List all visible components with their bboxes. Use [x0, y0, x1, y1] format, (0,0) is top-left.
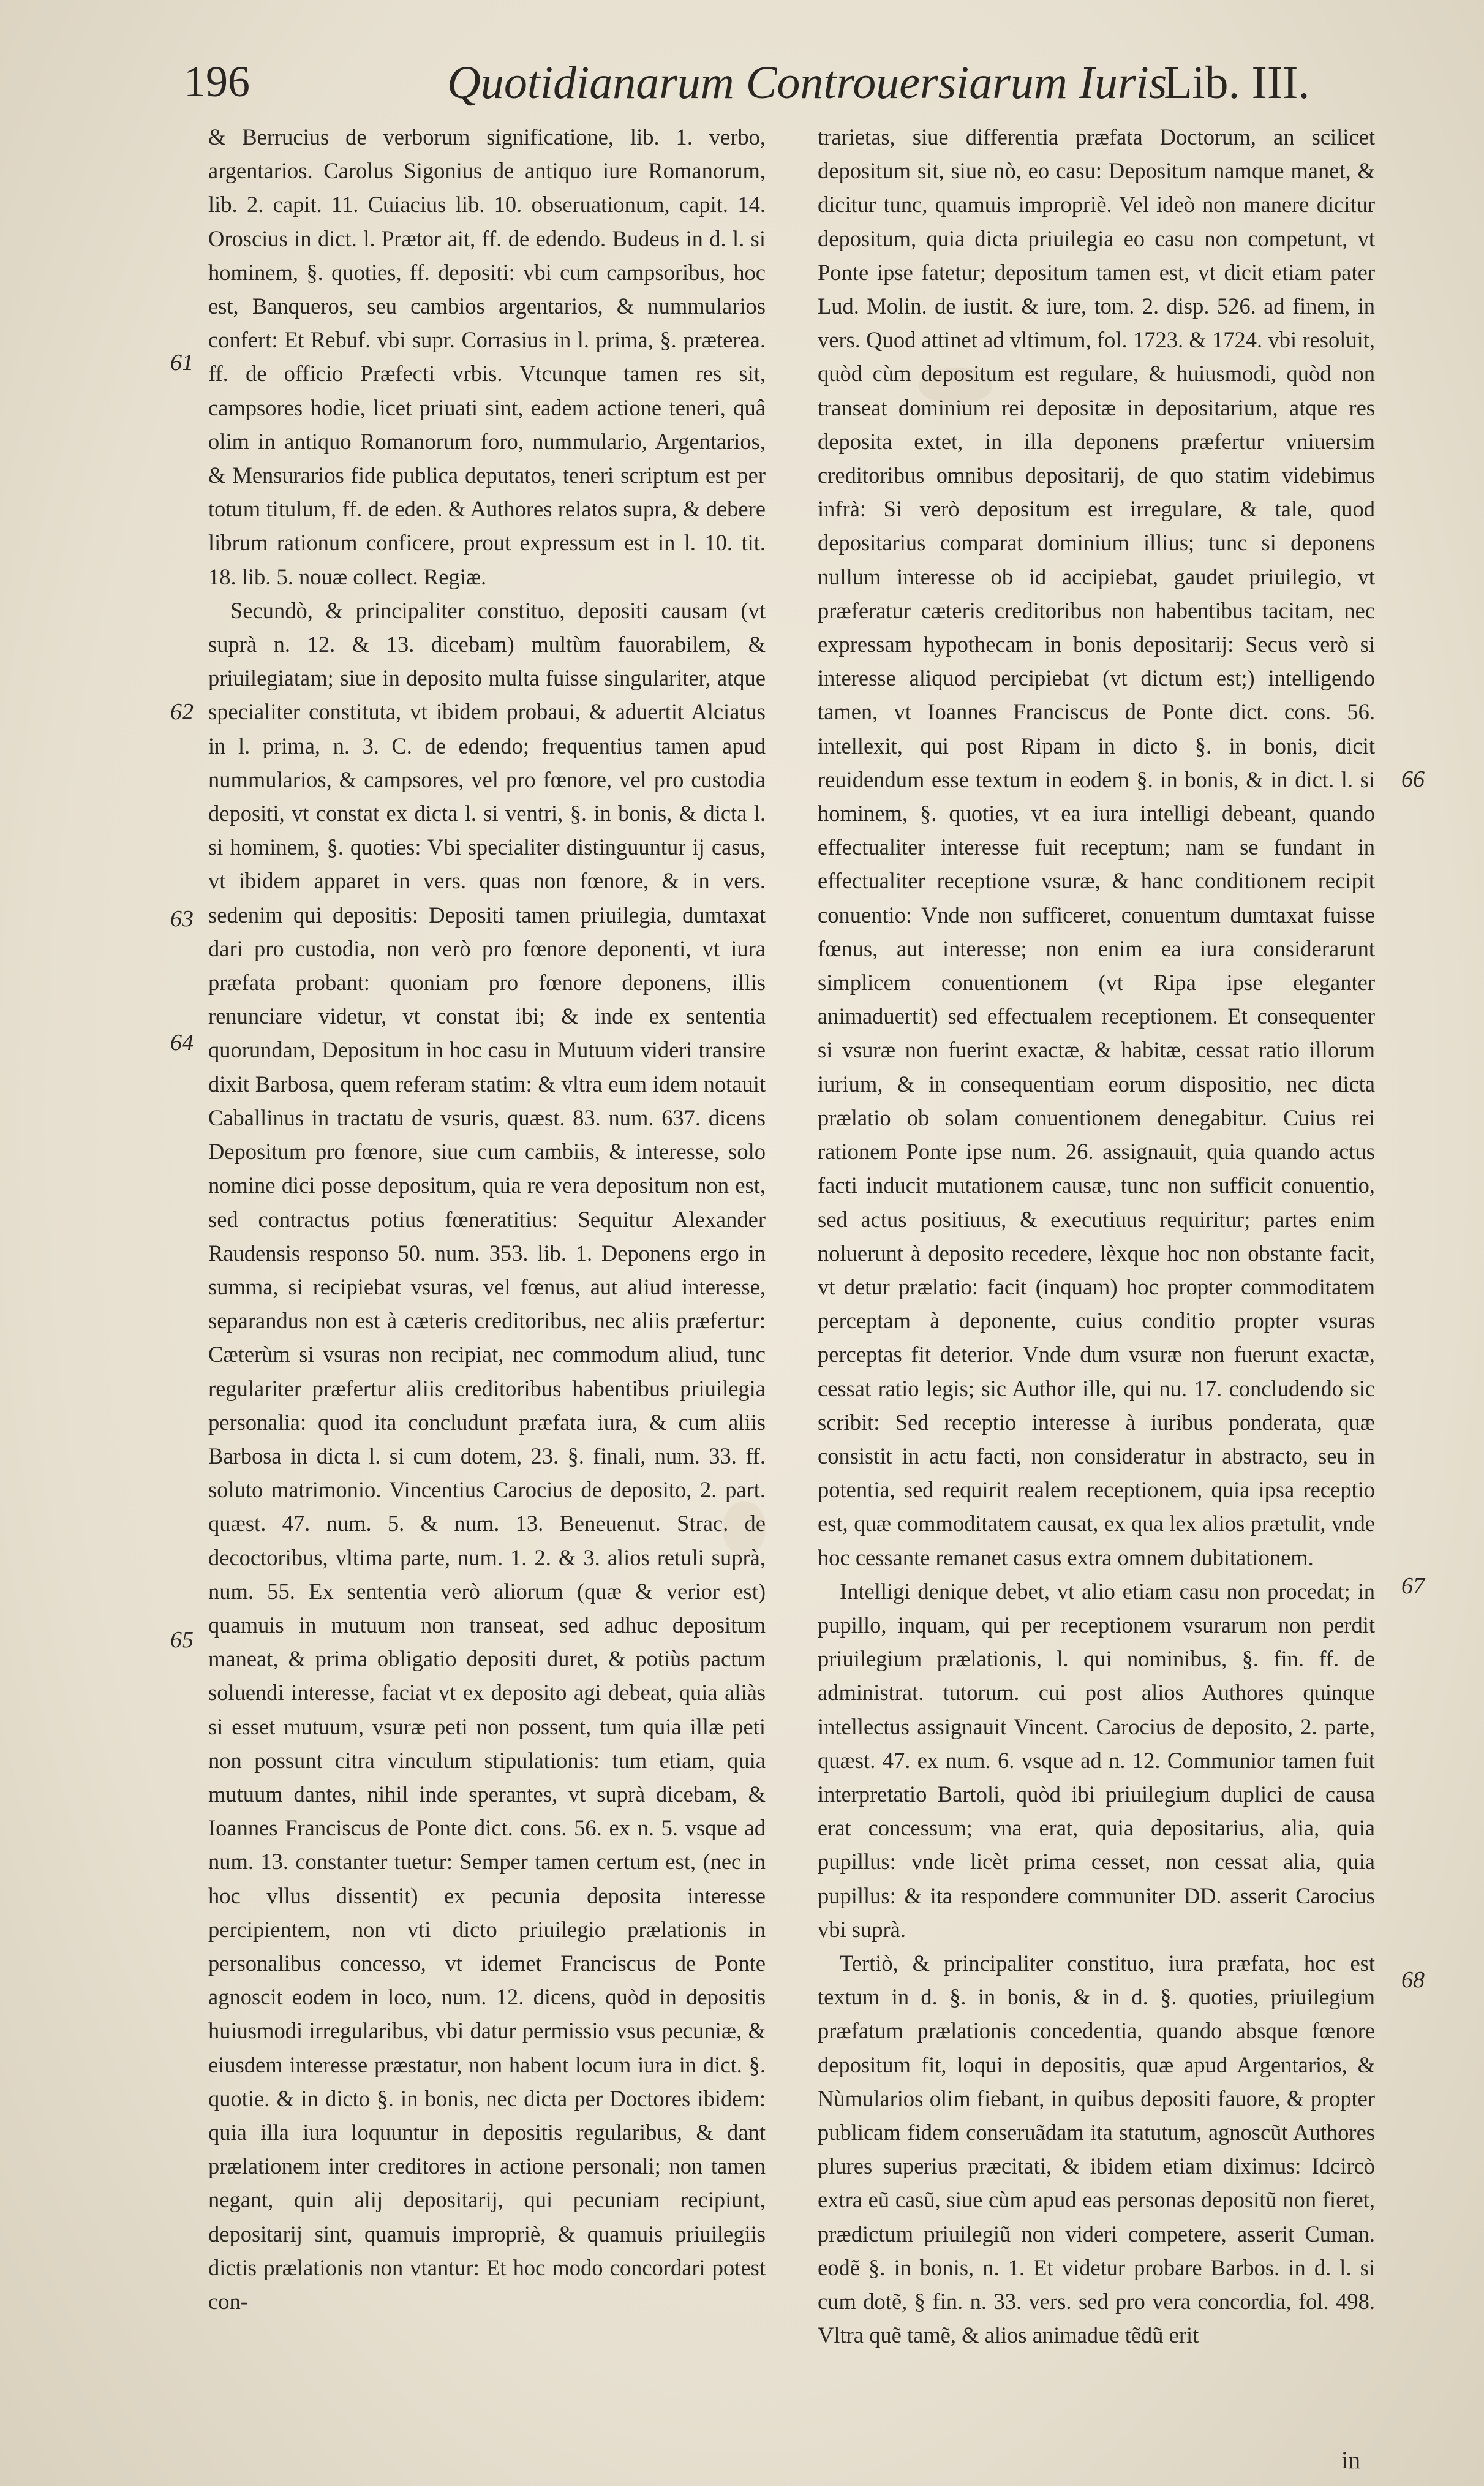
paragraph: & Berrucius de verborum significatione, lib. 1. verbo, argentarios. Carolus Sigonius de antiquo iure Romanorum, lib. 2. capit. 11. Cuiacius lib. 10. obseruationum, capit. 14. Oroscius in dict. l. Prætor ait, ff. de edendo. Budeus in d. l. si hominem, §. quoties, ff. depositi: vbi cum campsoribus, hoc est, Banqueros, seu cambios argentarios, & nummularios confert: Et Rebuf. vbi supr. Corrasius in l. prima, §. præterea. ff. de officio Præfecti vrbis. Vtcunque tamen res sit, campsores hodie, licet priuati sint, eadem actione teneri, quâ olim in antiquo Romanorum foro, nummulario, Argentarios, & Mensurarios fide publica deputatos, teneri scriptum est per totum titulum, ff. de eden. & Authores relatos supra, & debere librum rationum conficere, prout expressum est in l. 10. tit. 18. lib. 5. nouæ collect. Regiæ.: [208, 124, 766, 589]
paragraph: Intelligi denique debet, vt alio etiam casu non procedat; in pupillo, inquam, qui per receptionem vsurarum non perdit priuilegium prælationis, l. qui nominibus, §. fin. ff. de administrat. tutorum. cui post alios Authores quinque intellectus assignauit Vincent. Carocius de deposito, 2. parte, quæst. 47. ex num. 6. vsque ad n. 12. Communior tamen fuit interpretatio Bartoli, quòd ibi priuilegium duplici de causa erat concessum; vna erat, quia depositarius, alia, quia pupillus: vnde licèt prima cesset, non cessat alia, quia pupillus: & ita respondere communiter DD. asserit Carocius vbi suprà.: [818, 1578, 1375, 1942]
catchword: in: [1341, 2446, 1361, 2474]
running-title: Quotidianarum Controuersiarum Iuris: [447, 57, 1167, 108]
page-number: 196: [184, 57, 250, 106]
margin-number: 62: [170, 699, 194, 725]
margin-number: 67: [1401, 1573, 1425, 1599]
paragraph: trarietas, siue differentia præfata Doctorum, an scilicet depositum sit, siue nò, eo casu: Depositum namque manet, & dicitur tunc, quamuis impropriè. Vel ideò non manere dicitur depositum, quia dicta priuilegia eo casu non competunt, vt Ponte ipse fatetur; depositum tamen est, vt dicit etiam pater Lud. Molin. de iustit. & iure, tom. 2. disp. 526. ad finem, in vers. Quod attinet ad vltimum, fol. 1723. & 1724. vbi resoluit, quòd cùm depositum est regulare, & huiusmodi, quòd non transeat dominium rei depositæ in depositarium, atque res deposita extet, in illa deponens præfertur vniuersim creditoribus omnibus depositarij, de quo statim videbimus infrà: Si verò depositum est irregulare, & tale, quod depositarius comparat dominium illius; tunc si deponens nullum interesse ob id accipiebat, gaudet priuilegio, vt præferatur cæteris creditoribus non habentibus tacitam, nec expressam hypothecam in bonis depositarij: Secus verò si interesse aliquod percipiebat (vt dictum est;) intelligendo tamen, vt Ioannes Franciscus de Ponte dict. cons. 56. intellexit, qui post Ripam in dicto §. in bonis, dicit reuidendum esse textum in eodem §. in bonis, & in dict. l. si hominem, §. quoties, vt ea iura intelligi debeant, quando effectualiter interesse fuit receptum; nam se fundant in effectualiter receptione vsuræ, & hanc conditionem recipit conuentio: Vnde non sufficeret, conuentum dumtaxat fuisse fœnus, aut interesse; non enim ea iura considerarunt simplicem conuentionem (vt Ripa ipse eleganter animaduertit) sed effectualem receptionem. Et consequenter si vsuræ non fuerint exactæ, & habitæ, cessat ratio illorum iurium, & in consequentiam eorum dispositio, nec dicta prælatio ob solam conuentionem denegabitur. Cuius rei rationem Ponte ipse num. 26. assignauit, quia quando actus facti inducit mutationem causæ, tunc non sufficit conuentio, sed actus positiuus, & executiuus requiritur; partes enim noluerunt à deposito recedere, lèxque hoc non obstante facit, vt detur prælatio: facit (inquam) hoc propter commoditatem perceptam à deponente, cuius conditio propter vsuras perceptas fit deterior. Vnde dum vsuræ non fuerunt exactæ, cessat ratio legis; sic Author ille, qui nu. 17. concludendo sic scribit: Sed receptio interesse à iuribus ponderata, quæ consistit in actu facti, non consideratur in abstracto, seu in potentia, sed requirit realem receptionem, quia ipsa receptio est, quæ commoditatem causat, ex qua lex alios prætulit, vnde hoc cessante remanet casus extra omnem dubitationem.: [818, 124, 1375, 1570]
margin-number: 64: [170, 1030, 194, 1056]
margin-number: 68: [1401, 1967, 1425, 1993]
right-column: [818, 120, 1375, 2448]
margin-number: 61: [170, 350, 194, 376]
margin-number: 65: [170, 1627, 194, 1653]
margin-number: 66: [1401, 766, 1425, 792]
margin-number: 63: [170, 906, 194, 932]
paragraph: Secundò, & principaliter constituo, depositi causam (vt suprà n. 12. & 13. dicebam) multùm fauorabilem, & priuilegiatam; siue in deposito multa fuisse singulariter, atque specialiter constituta, vt ibidem probaui, & aduertit Alciatus in l. prima, n. 3. C. de edendo; frequentius tamen apud nummularios, & campsores, vel pro fœnore, vel pro custodia depositi, vt constat ex dicta l. si ventri, §. in bonis, & dicta l. si hominem, §. quoties: Vbi specialiter distinguuntur ij casus, vt ibidem apparet in vers. quas non fœnore, & in vers. sedenim qui depositis: Depositi tamen priuilegia, dumtaxat dari pro custodia, non verò pro fœnore deponenti, vt iura præfata probant: quoniam pro fœnore deponens, illis renunciare videtur, vt constat ibi; & inde ex sententia quorundam, Depositum in hoc casu in Mutuum videri transire dixit Barbosa, quem referam statim: & vltra eum idem notauit Caballinus in tractatu de vsuris, quæst. 83. num. 637. dicens Depositum pro fœnore, siue cum cambiis, & interesse, solo nomine dici posse depositum, quia re vera depositum non est, sed contractus potius fœneratitius: Sequitur Alexander Raudensis responso 50. num. 353. lib. 1. Deponens ergo in summa, si recipiebat vsuras, vel fœnus, aut aliud interesse, separandus non est à cæteris creditoribus, nec aliis præfertur: Cæterùm si vsuras non recipiat, nec commodum aliud, tunc regulariter præfertur aliis creditoribus habentibus priuilegia personalia: quod ita concludunt præfata iura, & cum aliis Barbosa in dicta l. si cum dotem, 23. §. finali, num. 33. ff. soluto matrimonio. Vincentius Carocius de deposito, 2. part. quæst. 47. num. 5. & num. 13. Beneuenut. Strac. de decoctoribus, vltima parte, num. 1. 2. & 3. alios retuli suprà, num. 55. Ex sententia verò aliorum (quæ & verior est) quamuis in mutuum non transeat, sed adhuc depositum maneat, & prima obligatio depositi duret, & potiùs pactum soluendi interesse, faciat vt ex deposito agi debeat, quia aliàs si esset mutuum, vsuræ peti non possent, tum quia illæ peti non possunt citra vinculum stipulationis: tum etiam, quia mutuum dantes, nihil inde sperantes, vt suprà dicebam, & Ioannes Franciscus de Ponte dict. cons. 56. ex n. 5. vsque ad num. 13. constanter tuetur: Semper tamen certum est, (nec in hoc vllus dissentit) ex pecunia deposita interesse percipientem, non vti dicto priuilegio prælationis in personalibus concesso, vt idemet Franciscus de Ponte agnoscit eodem in loco, num. 12. dicens, quòd in depositis huiusmodi irregularibus, vbi datur permissio vsus pecuniæ, & eiusdem interesse præstatur, non habent locum iura in dict. §. quotie. & in dicto §. in bonis, nec dicta per Doctores ibidem: quia illa iura loquuntur in depositis regularibus, & dant prælationem inter creditores in actione personali; non tamen negant, quin alij depositarij, qui pecuniam recipiunt, depositarij sint, quamuis impropriè, & quamuis priuilegiis dictis prælationis non vtantur: Et hoc modo concordari potest con-: [208, 597, 766, 2314]
left-column: [208, 120, 766, 2448]
paragraph: Tertiò, & principaliter constituo, iura præfata, hoc est textum in d. §. in bonis, & in d. §. quoties, priuilegium præfatum prælationis concedentia, quando absque fœnore depositum fit, loqui in depositis, quæ apud Argentarios, & Nùmularios olim fiebant, in quibus depositi fauore, & propter publicam fidem conseruãdam ita statutum, agnoscũt Authores plures superius præcitati, & ibidem etiam diximus: Idcircò extra eũ casũ, siue cùm apud eas personas depositũ non fieret, prædictum priuilegiũ non videri competere, asserit Cuman. eodẽ §. in bonis, n. 1. Et videtur probare Barbos. in d. l. si cum dotẽ, § fin. n. 33. vers. sed pro vera concordia, fol. 498. Vltra quẽ tamẽ, & alios animadue tẽdũ erit: [818, 1950, 1375, 2348]
running-book-number: Lib. III.: [1164, 57, 1310, 108]
running-head: [184, 56, 1378, 115]
